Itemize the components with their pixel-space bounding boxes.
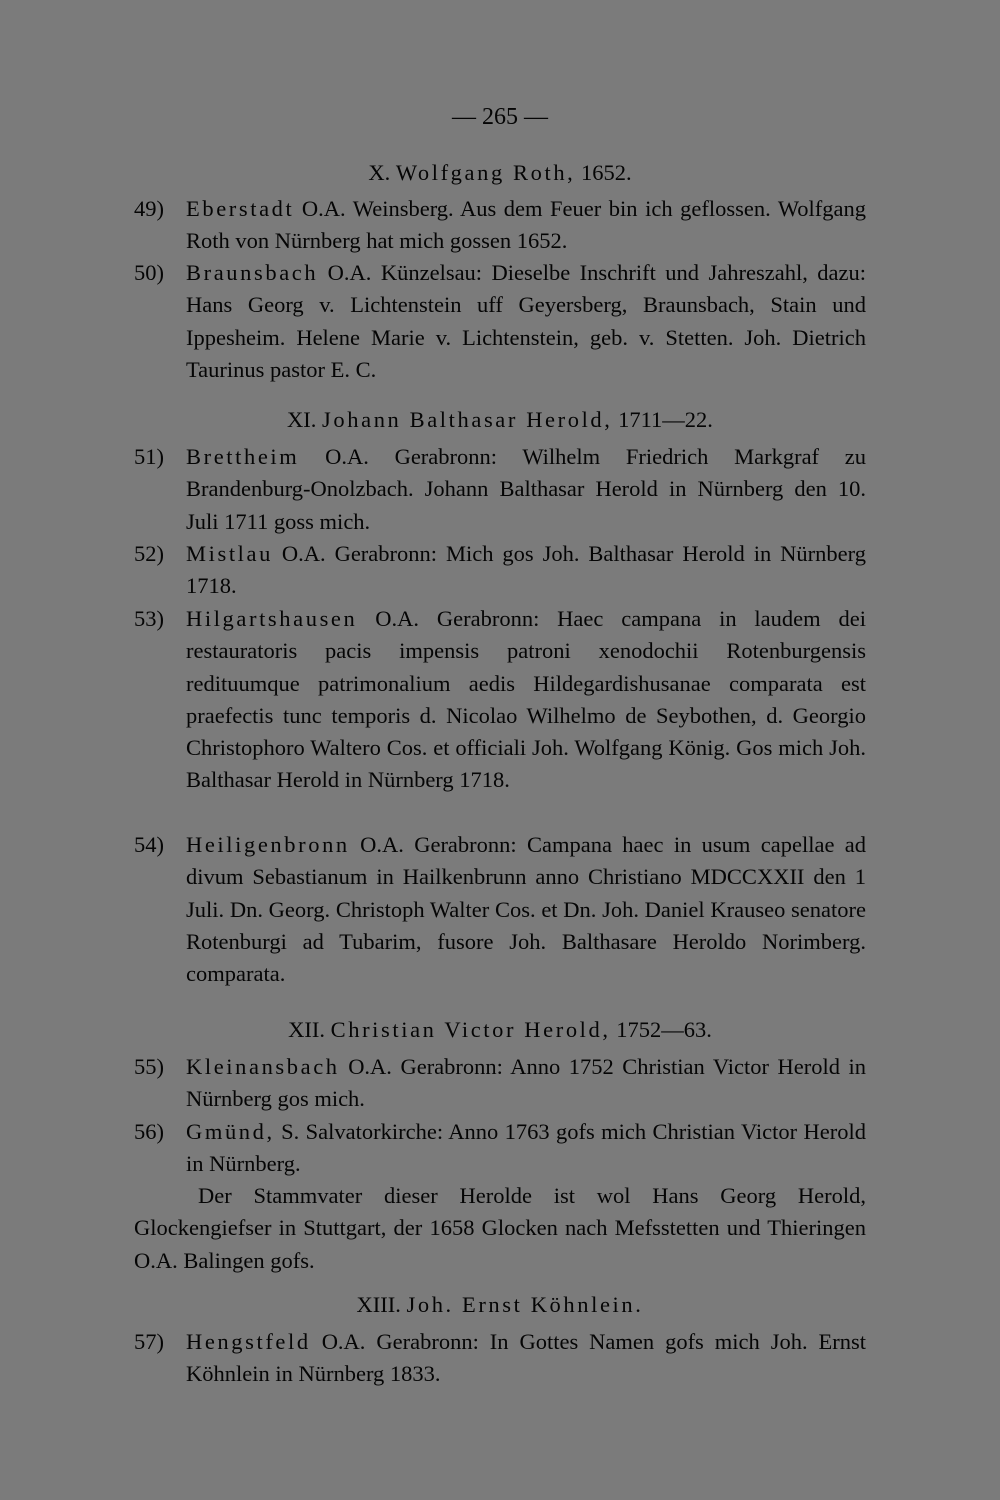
entry-place: Brettheim [186,444,300,469]
entry-text: O.A. Gerabronn: Anno 1752 Christian Victor Herold in Nürnberg gos mich. [186,1054,867,1112]
entry-number: 51) [134,444,164,469]
heading-name: Christian Victor Herold, [330,1017,611,1042]
heading-name: Joh. Ernst Köhnlein. [406,1292,644,1317]
entry-number: 53) [134,606,164,631]
entry-text: O.A. Gerabronn: Haec campana in laudem dei restauratoris pacis impensis patroni xenodochii Rotenburgensis redituumque patrimonalium aedis Hildegardishusanae comparata est praefectis tunc temporis d. Nicolao Wilhelmo de Seybothen, d. Georgio Christophoro Waltero Cos. et officiali Joh. Wolfgang König. Gos mich Joh. Balthasar Herold in Nürnberg 1718. [186,606,867,793]
entry-50 [134,257,866,386]
section-heading-xi [134,407,866,433]
entry-place: Hilgartshausen [186,606,358,631]
entry-56 [134,1116,866,1181]
entry-number: 49) [134,196,164,221]
section-heading-x [134,160,866,186]
entry-text: O.A. Gerabronn: Wilhelm Friedrich Markgraf zu Brandenburg-Onolzbach. Johann Balthasar Herold in Nürnberg den 10. Juli 1711 goss mich. [186,444,866,534]
entry-51 [134,441,866,538]
entry-text: S. Salvatorkirche: Anno 1763 gofs mich Christian Victor Herold in Nürnberg. [186,1119,866,1177]
heading-name: Johann Balthasar Herold, [322,407,613,432]
entry-place: Gmünd, [186,1119,275,1144]
closing-paragraph: Der Stammvater dieser Herolde ist wol Hans Georg Herold, Glockengiefser in Stuttgart, der 1658 Glocken nach Mefsstetten und Thieringen O.A. Balingen gofs. [134,1183,866,1273]
entry-55 [134,1051,866,1116]
heading-num: X. [368,160,391,185]
heading-name: Wolfgang Roth, [395,160,576,185]
heading-num: XI. [287,407,317,432]
entry-number: 55) [134,1054,164,1079]
heading-num: XIII. [356,1292,401,1317]
entry-57 [134,1326,866,1391]
entry-place: Heiligenbronn [186,832,350,857]
entry-54 [134,829,866,990]
entry-52 [134,538,866,603]
entry-place: Braunsbach [186,260,319,285]
entry-place: Kleinansbach [186,1054,340,1079]
entry-text: O.A. Künzelsau: Dieselbe Inschrift und Jahreszahl, dazu: Hans Georg v. Lichtenstein uff Geyersberg, Braunsbach, Stain und Ippesheim. Helene Marie v. Lichtenstein, geb. v. Stetten. Joh. Dietrich Taurinus pastor E. C. [186,260,866,382]
entry-place: Mistlau [186,541,273,566]
section-heading-xii [134,1017,866,1043]
entry-number: 56) [134,1119,164,1144]
section-heading-xiii [134,1292,866,1318]
entry-text: O.A. Weinsberg. Aus dem Feuer bin ich geflossen. Wolfgang Roth von Nürnberg hat mich gossen 1652. [186,196,866,254]
entry-place: Hengstfeld [186,1329,311,1354]
entry-text: O.A. Gerabronn: Mich gos Joh. Balthasar Herold in Nürnberg 1718. [186,541,866,599]
heading-num: XII. [288,1017,325,1042]
entry-number: 54) [134,832,164,857]
heading-years: 1711—22. [618,407,713,432]
entry-number: 57) [134,1329,164,1354]
entry-text: O.A. Gerabronn: In Gottes Namen gofs mich Joh. Ernst Köhnlein in Nürnberg 1833. [186,1329,867,1387]
entry-place: Eberstadt [186,196,295,221]
heading-years: 1752—63. [616,1017,712,1042]
page-number: — 265 — [452,104,548,130]
entry-49 [134,193,866,258]
heading-years: 1652. [581,160,632,185]
entry-53 [134,603,866,797]
entry-number: 52) [134,541,164,566]
entry-text: O.A. Gerabronn: Campana haec in usum capellae ad divum Sebastianum in Hailkenbrunn anno Christiano MDCCXXII den 1 Juli. Dn. Georg. Christoph Walter Cos. et Dn. Joh. Daniel Krauseo senatore Rotenburgi ad Tubarim, fusore Joh. Balthasare Heroldo Norimberg. comparata. [186,832,866,987]
entry-number: 50) [134,260,164,285]
